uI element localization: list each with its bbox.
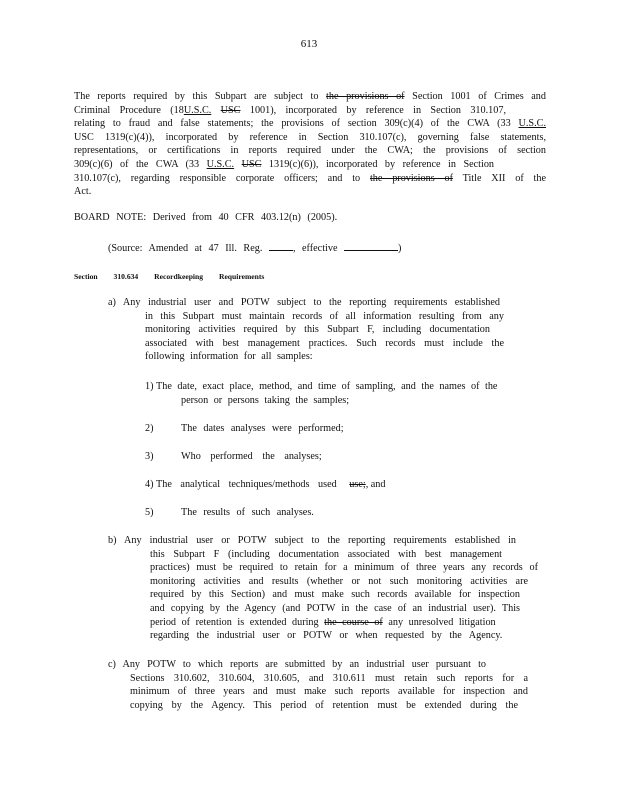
underlined-text: U.S.C. [183, 104, 212, 116]
strikethrough-text: the provisions of [369, 172, 453, 184]
reports-line-3 [74, 117, 546, 131]
para-b-line-8: regarding the industrial user or POTW or when requested by the Agency. [150, 630, 503, 642]
item-text: The analytical techniques/methods used [156, 479, 337, 490]
para-b-line-1: b) Any industrial user or POTW subject to the reporting requirements established in [108, 535, 516, 546]
text-run: The reports required by this Subpart are subject to [74, 91, 327, 102]
effective-date-blank [344, 240, 398, 251]
text-run: any unresolved litigation [382, 616, 496, 628]
text-run: 309(c)(6) of the CWA (33 [74, 158, 207, 170]
list-item-1 [145, 380, 497, 394]
section-word: Section [74, 272, 98, 281]
para-b-line-7 [150, 616, 538, 630]
item-number: 1) [145, 381, 154, 392]
underlined-text: U.S.C. [206, 158, 235, 170]
item-text: The date, exact place, method, and time of sampling, and the names of the [156, 381, 498, 392]
para-c-line-3: minimum of three years and must make such reports available for inspection and [130, 686, 528, 698]
strikethrough-text: the provisions of [326, 91, 405, 102]
para-b-line-4: monitoring activities and results (whether or not such monitoring activities are [150, 575, 528, 587]
para-b-line-6: and copying by the Agency (and POTW in the case of an industrial user). This [150, 602, 520, 614]
reports-line-6 [74, 158, 494, 172]
para-b-line-2: this Subpart F (including documentation associated with best management [150, 548, 502, 560]
text-run: Title XII of the [452, 172, 546, 184]
para-b-line-5: required by this Section) and must make such records available for inspection [150, 589, 520, 601]
list-item-2 [145, 422, 344, 436]
reports-line-5: representations, or certifications in reports required under the CWA; the provisions of section [74, 145, 546, 157]
strikethrough-text: the course of [324, 616, 383, 628]
source-mid: , effective [292, 243, 338, 254]
source-suffix: ) [398, 243, 402, 254]
paragraph-a [108, 296, 504, 364]
list-item-4 [145, 478, 386, 492]
item-text-end: , and [365, 479, 386, 490]
section-number: 310.634 [113, 272, 139, 281]
para-c-line-1: c) Any POTW to which reports are submitted by an industrial user pursuant to [108, 659, 486, 670]
item-text: The dates analyses were performed; [181, 423, 344, 434]
text-run: 1001), incorporated by reference in Section 310.107, [240, 104, 506, 116]
paragraph-b [108, 534, 538, 643]
item-number: 5) [145, 507, 154, 518]
list-item-5 [145, 506, 314, 520]
reg-issue-blank [269, 240, 293, 251]
item-number: 3) [145, 451, 154, 462]
text-run: period of retention is extended during [150, 616, 319, 628]
source-prefix: (Source: Amended at 47 Ill. Reg. [108, 243, 263, 254]
text-run: Criminal Procedure (18 [74, 104, 184, 116]
section-heading [74, 270, 264, 284]
reports-line-2 [74, 104, 506, 118]
reports-paragraph [74, 90, 546, 199]
para-a-line-2: in this Subpart must maintain records of all information resulting from any [145, 310, 504, 322]
para-c-line-2: Sections 310.602, 310.604, 310.605, and 310.611 must retain such reports for a [130, 672, 528, 684]
list-item-1-continuation: person or persons taking the samples; [181, 395, 350, 406]
strikethrough-text: use; [349, 479, 366, 490]
reports-line-7 [74, 172, 546, 186]
text-run: 310.107(c), regarding responsible corporate officers; and to [74, 172, 370, 184]
text-run: 1319(c)(6)), incorporated by reference in Section [261, 158, 495, 170]
reports-line-1 [74, 90, 546, 104]
reports-line-4: USC 1319(c)(4)), incorporated by reference in Section 310.107(c), governing false statements, [74, 131, 546, 143]
para-a-line-1: a) Any industrial user and POTW subject to the reporting requirements established [108, 297, 500, 308]
list-item-3 [145, 450, 322, 464]
para-b-line-3: practices) must be required to retain for a minimum of three years any records of [150, 562, 538, 574]
strikethrough-text: USC [241, 158, 262, 170]
item-number: 2) [145, 423, 154, 434]
source-line [108, 240, 401, 256]
para-c-line-4: copying by the Agency. This period of retention must be extended during the [130, 699, 518, 711]
para-a-line-5: following information for all samples: [145, 351, 313, 363]
page-number: 613 [300, 38, 318, 50]
item-number: 4) [145, 479, 154, 490]
para-a-line-4: associated with best management practices. Such records must include the [145, 337, 504, 349]
paragraph-c [108, 658, 538, 712]
reports-line-8: Act. [74, 186, 92, 198]
para-a-line-3: monitoring activities required by this Subpart F, including documentation [145, 324, 490, 336]
item-text: Who performed the analyses; [181, 451, 322, 462]
board-note: BOARD NOTE: Derived from 40 CFR 403.12(n) (2005). [74, 212, 338, 223]
underlined-text: U.S.C. [518, 118, 546, 130]
strikethrough-text: USC [220, 104, 241, 116]
section-title: Recordkeeping Requirements [154, 272, 265, 281]
item-text: The results of such analyses. [181, 507, 314, 518]
text-run: relating to fraud and false statements; the provisions of section 309(c)(4) of the CWA (33 [74, 118, 519, 130]
text-run: Section 1001 of Crimes and [404, 91, 546, 102]
